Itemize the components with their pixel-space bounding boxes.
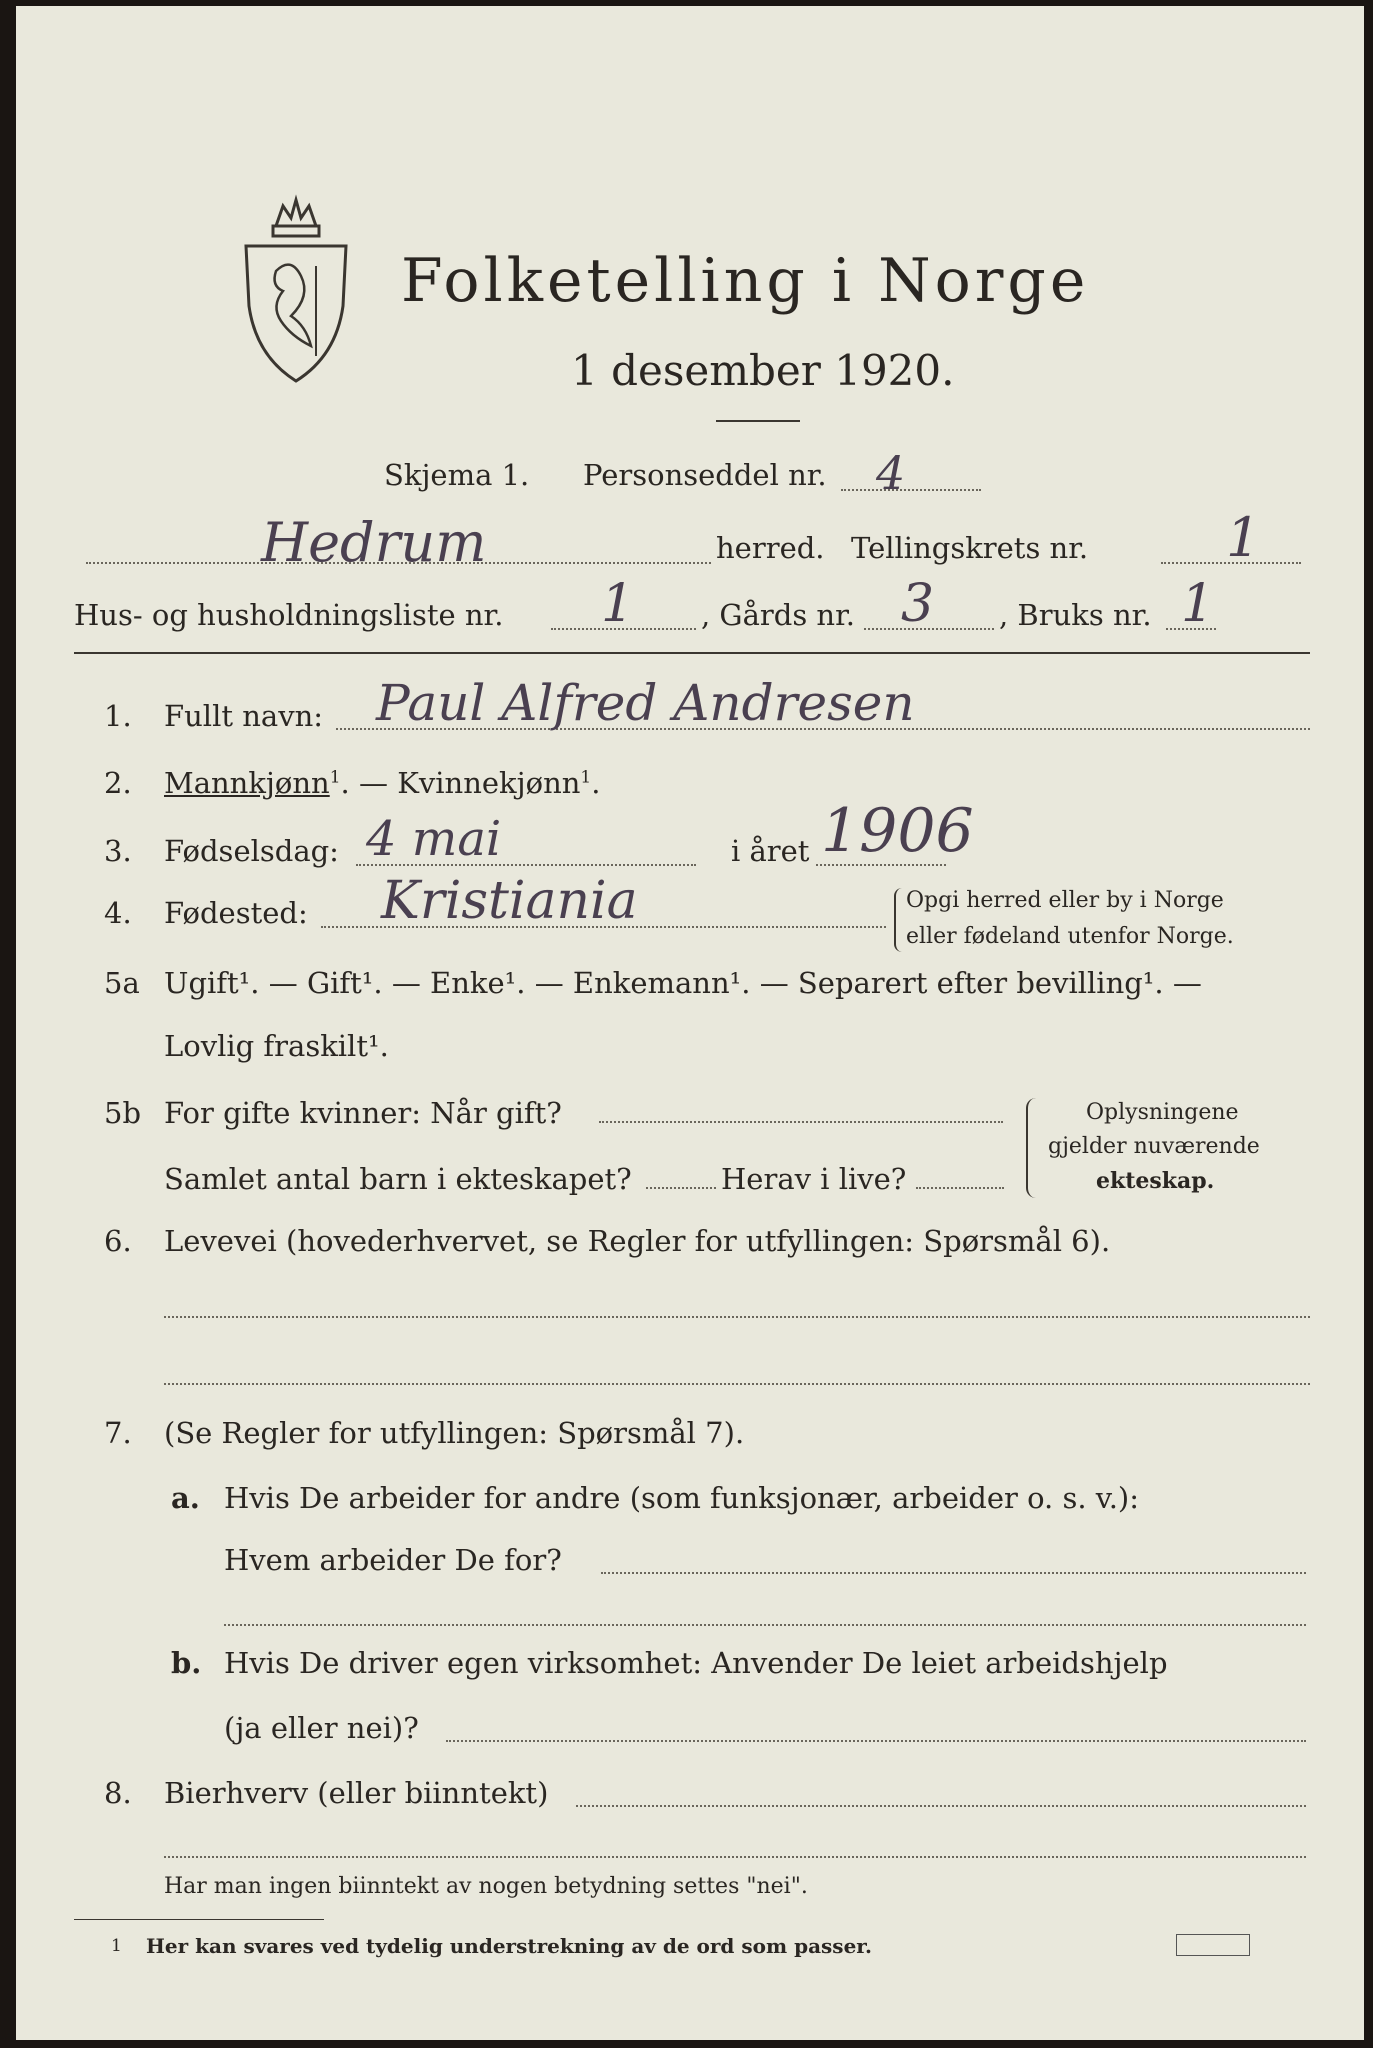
employer-label: Hvem arbeider De for? [224, 1543, 562, 1577]
q4-number: 4. [104, 896, 132, 930]
footnote-mark: 1 [111, 1936, 122, 1956]
q7a-letter: a. [171, 1481, 200, 1515]
bruks-label: , Bruks nr. [999, 598, 1152, 632]
herred-label: herred. [716, 531, 825, 565]
marriage-note-2: gjelder nuværende [1048, 1134, 1260, 1159]
q7b-question: Hvis De driver egen virksomhet: Anvender De leiet arbeidshjelp [224, 1646, 1168, 1680]
skjema-label: Skjema 1. [384, 458, 530, 492]
gards-label: , Gårds nr. [701, 598, 855, 632]
husliste-value: 1 [601, 574, 635, 634]
form-title: Folketelling i Norge [401, 246, 1090, 316]
birthplace-label: Fødested: [164, 896, 308, 930]
birth-year-value: 1906 [821, 796, 974, 866]
married-when-label: For gifte kvinner: Når gift? [164, 1096, 562, 1130]
q5b-number: 5b [104, 1096, 142, 1130]
side-income-label: Bierhverv (eller biinntekt) [164, 1776, 549, 1810]
side-income-note: Har man ingen biinntekt av nogen betydning settes "nei". [164, 1874, 808, 1899]
hired-help-label: (ja eller nei)? [224, 1711, 419, 1745]
census-form-page [16, 6, 1364, 2040]
herred-value: Hedrum [261, 511, 487, 574]
sex-options: Mannkjønn$^1$. — Kvinnekjønn$^1$. [164, 766, 601, 800]
gards-value: 3 [901, 574, 935, 634]
birthday-label: Fødselsdag: [164, 834, 339, 868]
q8-number: 8. [104, 1776, 132, 1810]
bruks-value: 1 [1181, 574, 1215, 634]
birthplace-value: Kristiania [381, 871, 638, 931]
full-name-value: Paul Alfred Andresen [376, 674, 915, 732]
footnote: Her kan svares ved tydelig understrekning av de ord som passer. [146, 1934, 872, 1958]
marital-status-options: Ugift¹. — Gift¹. — Enke¹. — Enkemann¹. — Separert efter bevilling¹. — [164, 966, 1202, 1000]
husliste-label: Hus- og husholdningsliste nr. [74, 598, 504, 632]
q6-number: 6. [104, 1224, 132, 1258]
employer-line [601, 1572, 1306, 1574]
birthplace-note-1: Opgi herred eller by i Norge [906, 888, 1224, 913]
marriage-note-1: Oplysningene [1086, 1100, 1239, 1125]
personseddel-label: Personseddel nr. [583, 458, 827, 492]
tellingskrets-label: Tellingskrets nr. [851, 531, 1089, 565]
personseddel-value: 4 [876, 446, 906, 500]
q2-number: 2. [104, 766, 132, 800]
form-date: 1 desember 1920. [571, 346, 955, 395]
q7b-letter: b. [171, 1646, 202, 1680]
tellingskrets-value: 1 [1226, 506, 1261, 569]
children-alive-label: Herav i live? [721, 1162, 907, 1196]
marital-status-divorced: Lovlig fraskilt¹. [164, 1029, 389, 1063]
coat-of-arms-icon [231, 186, 361, 386]
q7-label: (Se Regler for utfyllingen: Spørsmål 7). [164, 1416, 745, 1450]
full-name-label: Fullt navn: [164, 699, 324, 733]
printer-stamp [1176, 1934, 1250, 1956]
female-option: Kvinnekjønn [397, 766, 581, 800]
q7a-question: Hvis De arbeider for andre (som funksjonær, arbeider o. s. v.): [224, 1481, 1140, 1515]
male-option: Mannkjønn [164, 766, 330, 800]
header-rule [74, 652, 1310, 654]
q5a-number: 5a [104, 966, 140, 1000]
birthday-value: 4 mai [366, 811, 502, 867]
q7-number: 7. [104, 1416, 132, 1450]
occupation-label: Levevei (hovederhvervet, se Regler for utfyllingen: Spørsmål 6). [164, 1224, 1111, 1258]
q1-number: 1. [104, 699, 132, 733]
marriage-note-3: ekteskap. [1096, 1168, 1215, 1194]
birth-year-label: i året [731, 834, 810, 868]
birthplace-note-2: eller fødeland utenfor Norge. [906, 924, 1234, 949]
q3-number: 3. [104, 834, 132, 868]
occupation-line-1 [164, 1316, 1310, 1318]
divider [716, 420, 800, 422]
occupation-line-2 [164, 1383, 1310, 1385]
children-label: Samlet antal barn i ekteskapet? [164, 1162, 632, 1196]
